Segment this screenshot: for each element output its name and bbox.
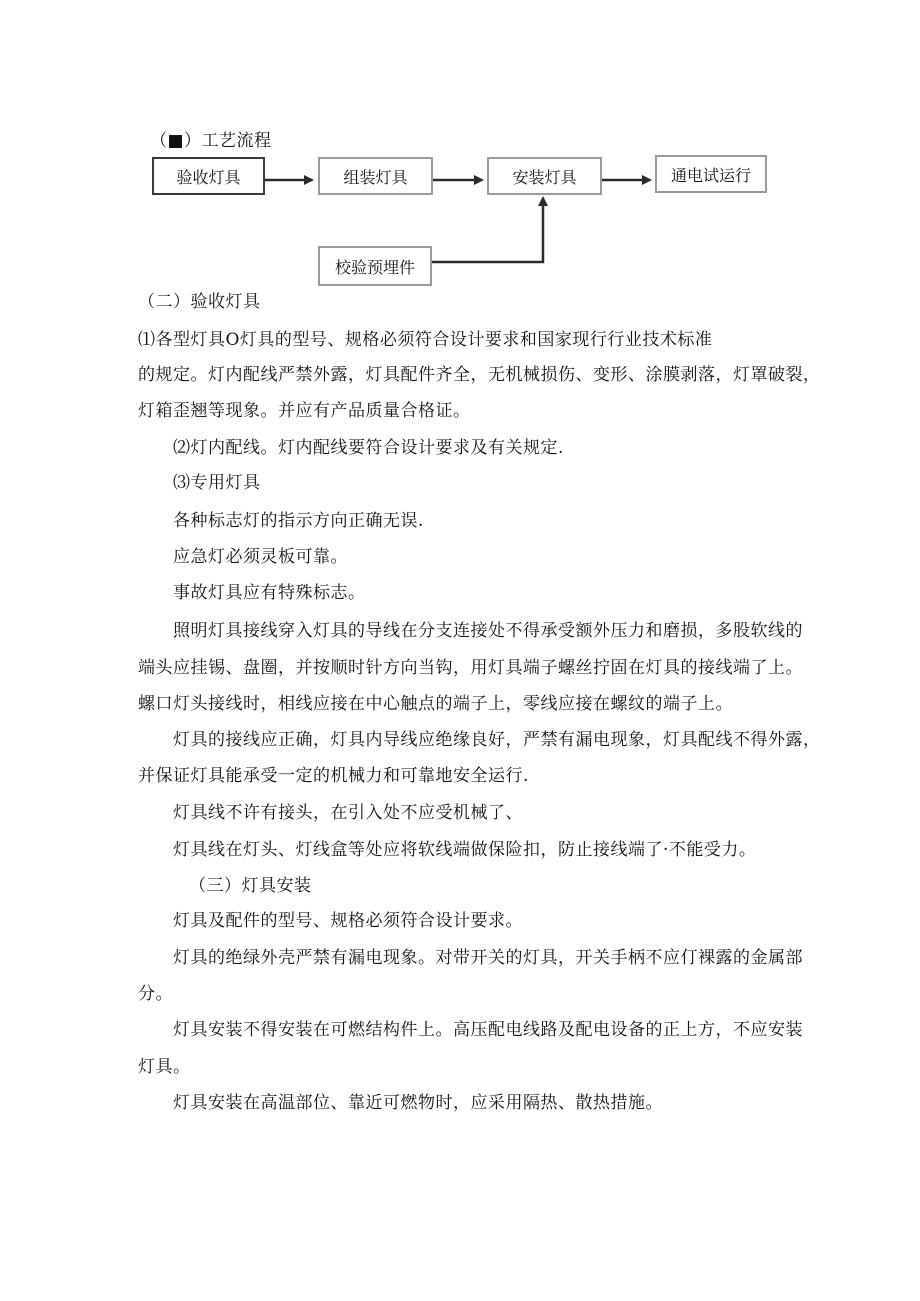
text-line: 应急灯必须灵板可靠。 [173,547,348,567]
flow-step-power-test: 通电试运行 [655,155,767,193]
process-flow-heading: （■）工艺流程 [150,131,272,151]
flow-step-installation: 安装灯具 [487,157,602,195]
text-line: 灯具的接线应正确，灯具内导线应绝缘良好，严禁有漏电现象，灯具配线不得外露， [173,730,821,750]
text-line: 灯具安装在高温部位、靠近可燃物时，应采用隔热、散热措施。 [173,1093,663,1113]
text-line: 照明灯具接线穿入灯具的导线在分支连接处不得承受额外压力和磨损，多股软线的 [173,621,803,641]
text-line: ⑶专用灯具 [173,473,261,493]
text-line: 灯箱歪翘等现象。并应有产品质量合格证。 [138,401,471,421]
text-line: 灯具及配件的型号、规格必须符合设计要求。 [173,911,523,931]
arrow-4 [432,198,543,262]
flow-arrows [0,0,920,300]
text-line: 螺口灯头接线时，相线应接在中心触点的端子上，零线应接在螺纹的端子上。 [138,694,733,714]
flow-step-acceptance: 验收灯具 [152,157,265,195]
section-3-heading: （三）灯具安装 [189,876,312,896]
text-line: 灯具线不许有接头，在引入处不应受机械了、 [173,803,523,823]
text-line: 灯具的绝绿外壳严禁有漏电现象。对带开关的灯具，开关手柄不应仃裸露的金属部 [173,948,803,968]
text-line: 各种标志灯的指示方向正确无误. [173,511,424,531]
text-line: 灯具安装不得安装在可燃结构件上。高压配电线路及配电设备的正上方，不应安装 [173,1020,803,1040]
text-line: 的规定。灯内配线严禁外露，灯具配件齐全，无机械损伤、变形、涂膜剥落，灯罩破裂， [138,365,821,385]
text-line: ⑵灯内配线。灯内配线要符合设计要求及有关规定. [173,438,564,458]
flow-step-assembly: 组装灯具 [318,157,433,195]
text-line: 灯具线在灯头、灯线盒等处应将软线端做保险扣，防止接线端了·不能受力。 [173,840,757,860]
text-line: 分。 [138,984,173,1004]
text-line: 端头应挂锡、盘圈，并按顺时针方向当钩，用灯具端子螺丝拧固在灯具的接线端了上。 [138,658,803,678]
text-line: 并保证灯具能承受一定的机械力和可靠地安全运行. [138,766,529,786]
text-line: ⑴各型灯具O灯具的型号、规格必须符合设计要求和国家现行行业技术标准 [138,330,713,350]
section-2-heading: （二）验收灯具 [138,292,261,312]
text-line: 事故灯具应有特殊标志。 [173,583,366,603]
flow-step-embedded-check: 校验预埋件 [318,246,432,286]
text-line: 灯具。 [138,1057,191,1077]
